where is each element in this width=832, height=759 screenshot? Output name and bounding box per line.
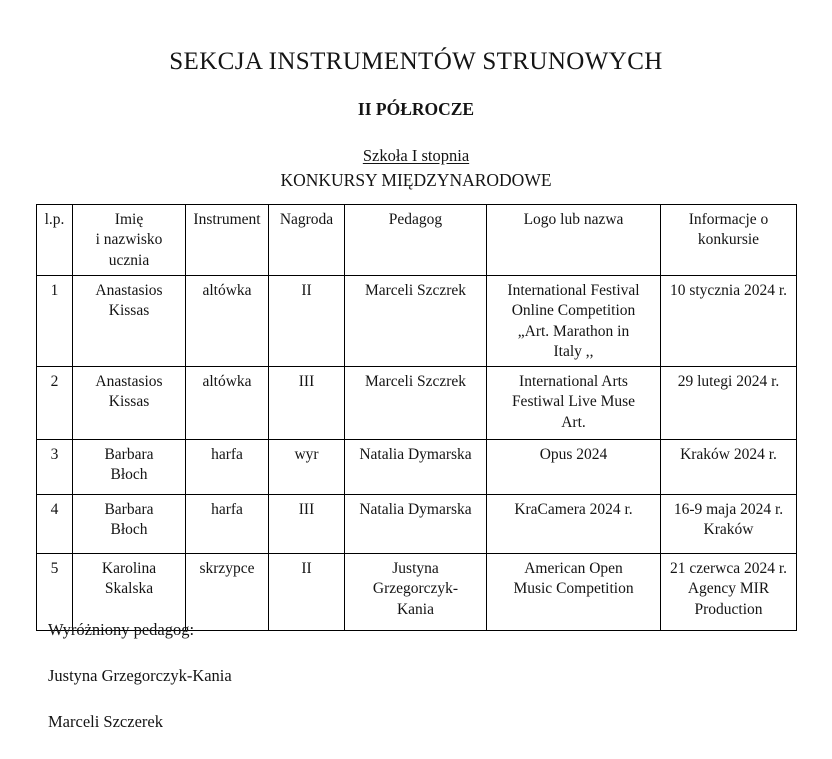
cell-instrument: harfa bbox=[186, 440, 269, 495]
cell-award: III bbox=[269, 367, 345, 440]
cell-competition-info: 10 stycznia 2024 r. bbox=[661, 276, 797, 367]
cell-lp: 2 bbox=[37, 367, 73, 440]
cell-teacher: Justyna Grzegorczyk- Kania bbox=[345, 554, 487, 631]
table-header-row bbox=[37, 205, 797, 276]
cell-award: II bbox=[269, 554, 345, 631]
school-level-text: Szkoła I stopnia bbox=[362, 146, 470, 165]
table-row bbox=[37, 276, 797, 367]
cell-student-name: Barbara Błoch bbox=[73, 440, 186, 495]
column-header-instrument: Instrument bbox=[186, 205, 269, 276]
table-row bbox=[37, 367, 797, 440]
cell-instrument: harfa bbox=[186, 495, 269, 554]
table-row bbox=[37, 554, 797, 631]
cell-teacher: Natalia Dymarska bbox=[345, 495, 487, 554]
cell-lp: 5 bbox=[37, 554, 73, 631]
distinguished-teacher-heading: Wyróżniony pedagog: bbox=[48, 620, 195, 639]
cell-student-name: Anastasios Kissas bbox=[73, 276, 186, 367]
distinguished-teacher-name: Justyna Grzegorczyk-Kania bbox=[48, 665, 232, 685]
cell-student-name: Anastasios Kissas bbox=[73, 367, 186, 440]
cell-instrument: skrzypce bbox=[186, 554, 269, 631]
cell-lp: 1 bbox=[37, 276, 73, 367]
cell-logo-or-name: International Festival Online Competition „Art. Marathon in Italy ,, bbox=[487, 276, 661, 367]
table-row bbox=[37, 495, 797, 554]
competition-results-table bbox=[36, 204, 797, 631]
column-header-student-name: Imię i nazwisko ucznia bbox=[73, 205, 186, 276]
table-row bbox=[37, 440, 797, 495]
cell-competition-info: 16-9 maja 2024 r. Kraków bbox=[661, 495, 797, 554]
column-header-competition-info: Informacje o konkursie bbox=[661, 205, 797, 276]
cell-teacher: Marceli Szczrek bbox=[345, 276, 487, 367]
footer-section bbox=[48, 620, 232, 757]
semester-subtitle: II PÓŁROCZE bbox=[357, 99, 475, 119]
cell-lp: 3 bbox=[37, 440, 73, 495]
cell-award: III bbox=[269, 495, 345, 554]
cell-logo-or-name: KraCamera 2024 r. bbox=[487, 495, 661, 554]
column-header-teacher: Pedagog bbox=[345, 205, 487, 276]
cell-logo-or-name: International Arts Festiwal Live Muse Art. bbox=[487, 367, 661, 440]
section-label: KONKURSY MIĘDZYNARODOWE bbox=[280, 170, 552, 190]
cell-teacher: Natalia Dymarska bbox=[345, 440, 487, 495]
cell-award: wyr bbox=[269, 440, 345, 495]
cell-competition-info: 21 czerwca 2024 r. Agency MIR Production bbox=[661, 554, 797, 631]
cell-instrument: altówka bbox=[186, 276, 269, 367]
cell-instrument: altówka bbox=[186, 367, 269, 440]
results-table-container bbox=[36, 204, 796, 631]
cell-competition-info: 29 lutegi 2024 r. bbox=[661, 367, 797, 440]
cell-student-name: Karolina Skalska bbox=[73, 554, 186, 631]
cell-lp: 4 bbox=[37, 495, 73, 554]
cell-student-name: Barbara Błoch bbox=[73, 495, 186, 554]
cell-award: II bbox=[269, 276, 345, 367]
column-header-lp: l.p. bbox=[37, 205, 73, 276]
cell-teacher: Marceli Szczrek bbox=[345, 367, 487, 440]
page-title: SEKCJA INSTRUMENTÓW STRUNOWYCH bbox=[169, 48, 663, 75]
cell-logo-or-name: Opus 2024 bbox=[487, 440, 661, 495]
school-level-label bbox=[0, 120, 832, 166]
column-header-award: Nagroda bbox=[269, 205, 345, 276]
cell-logo-or-name: American Open Music Competition bbox=[487, 554, 661, 631]
distinguished-teacher-name: Marceli Szczerek bbox=[48, 711, 163, 731]
column-header-logo-or-name: Logo lub nazwa bbox=[487, 205, 661, 276]
cell-competition-info: Kraków 2024 r. bbox=[661, 440, 797, 495]
